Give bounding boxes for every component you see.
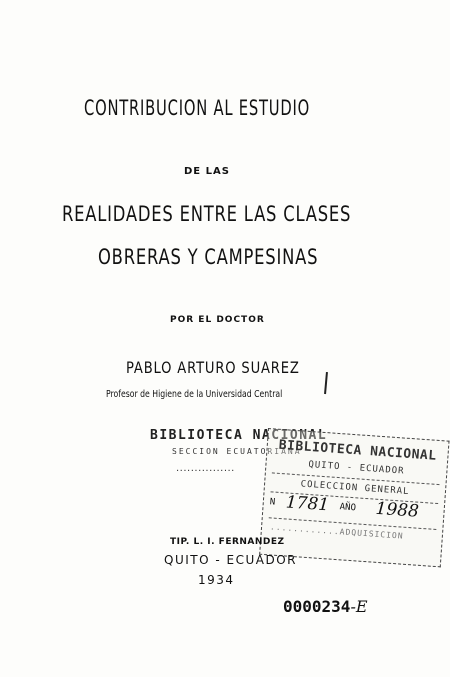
accession-number: [283, 597, 368, 616]
title-line-2: REALIDADES ENTRE LAS CLASES: [62, 202, 352, 226]
title-connector: DE LAS: [184, 166, 230, 177]
accession-code: 0000234: [283, 597, 351, 616]
accession-suffix: -E: [350, 597, 368, 616]
stamp-secondary-collection: COLECCION GENERAL: [300, 479, 410, 498]
author-name: PABLO ARTURO SUAREZ: [126, 358, 300, 377]
publication-year: 1934: [198, 573, 235, 587]
stamp-secondary-city: QUITO - ECUADOR: [308, 459, 405, 477]
stamp-primary-section: SECCION ECUATORIANA: [172, 447, 302, 456]
printer-name: TIP. L. I. FERNANDEZ: [170, 537, 285, 547]
title-line-1: CONTRIBUCION AL ESTUDIO: [84, 96, 310, 120]
stamp-number-label: N: [269, 497, 276, 508]
author-prefix: POR EL DOCTOR: [170, 315, 265, 325]
stamp-primary-dots: ................: [176, 463, 235, 474]
title-line-3: OBRERAS Y CAMPESINAS: [98, 245, 319, 269]
publication-city: QUITO - ECUADOR: [164, 553, 297, 567]
stamp-secondary-heading: BIBLIOTECA NACIONAL: [278, 437, 438, 464]
stamp-year-label: AÑO: [339, 502, 357, 514]
pen-mark: [324, 372, 327, 394]
stamp-number: 1781: [285, 492, 330, 516]
author-affiliation: Profesor de Higiene de la Universidad Central: [106, 389, 283, 400]
stamp-secondary-footer: ............ADQUISICION: [269, 522, 404, 541]
stamp-year: 1988: [374, 498, 420, 522]
stamp-primary-heading: BIBLIOTECA NACIONAL: [150, 428, 328, 443]
library-stamp-secondary: [259, 428, 449, 567]
